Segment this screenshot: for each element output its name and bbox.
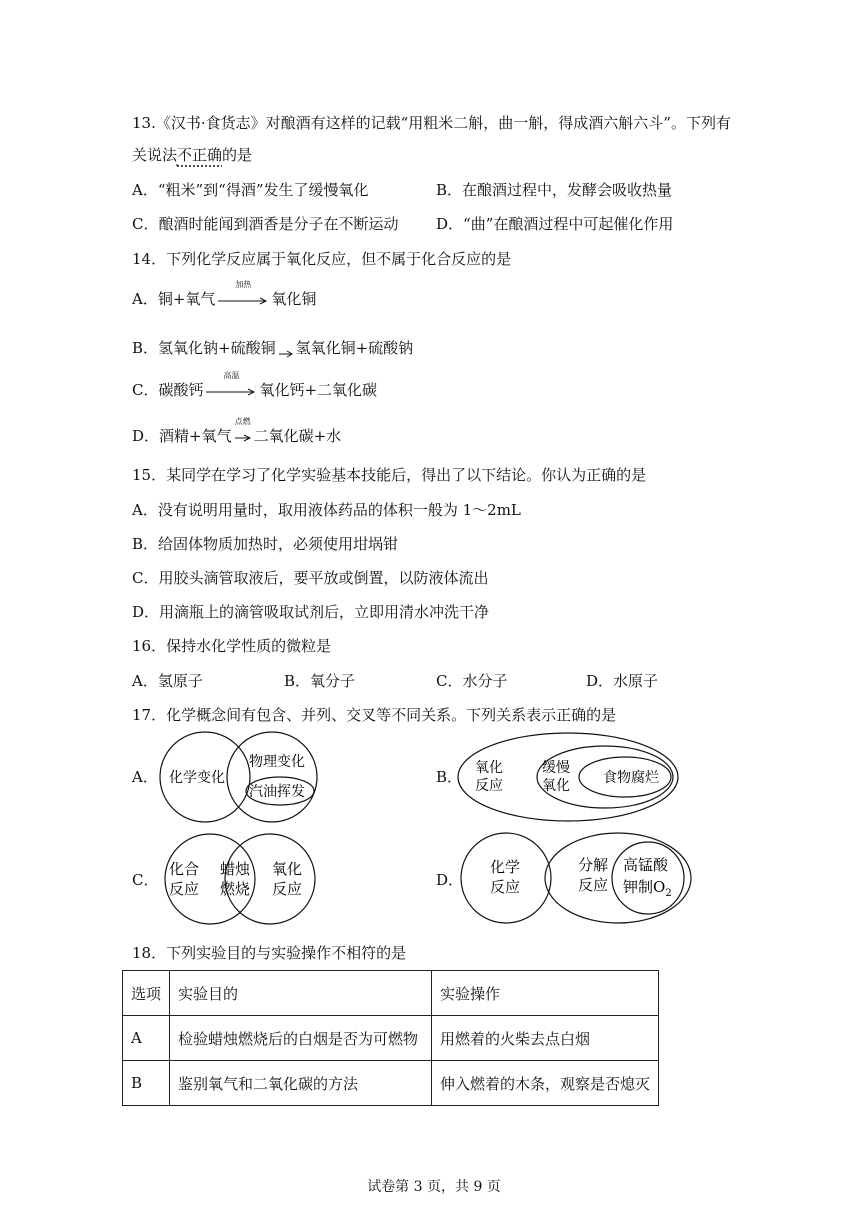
table-header-row: [123, 971, 659, 1016]
diagram-label: 氧化: [542, 778, 570, 794]
q16-option-a[interactable]: A．氢原子: [132, 672, 203, 690]
table-cell: 伸入燃着的木条，观察是否熄灭: [432, 1061, 659, 1106]
q17-option-d-diagram: [458, 830, 698, 928]
q13-option-c[interactable]: C．酿酒时能闻到酒香是分子在不断运动: [132, 215, 399, 233]
reaction-condition: 点燃: [234, 417, 251, 426]
q13-emphasis-text: 不正确: [177, 146, 223, 164]
q14-d-reactants: D．酒精+氧气: [132, 427, 232, 445]
q15-option-d[interactable]: D．用滴瓶上的滴管吸取试剂后，立即用清水冲洗干净: [132, 603, 490, 621]
diagram-label: 化学: [490, 858, 521, 876]
table-cell: B: [123, 1061, 170, 1106]
diagram-label: 食物腐烂: [603, 770, 659, 786]
diagram-label: 反应: [490, 878, 521, 896]
q18-stem: 18．下列实验目的与实验操作不相符的是: [132, 944, 407, 962]
q13-stem-part: 关说法: [132, 146, 178, 164]
diagram-label: 分解: [578, 856, 609, 874]
table-cell: A: [123, 1016, 170, 1061]
reaction-arrow-icon: [234, 417, 252, 447]
q17-stem: 17．化学概念间有包含、并列、交叉等不同关系。下列关系表示正确的是: [132, 706, 617, 724]
diagram-label: 反应: [169, 880, 200, 898]
q13-stem-line2: [132, 145, 252, 165]
q15-option-c[interactable]: C．用胶头滴管取液后，要平放或倒置，以防液体流出: [132, 569, 489, 587]
q15-option-a[interactable]: A．没有说明用量时，取用液体药品的体积一般为 1～2mL: [132, 501, 521, 519]
page-footer: 试卷第 3 页，共 9 页: [367, 1179, 501, 1195]
reaction-arrow-icon: [205, 371, 257, 401]
table-header-cell: 选项: [123, 971, 170, 1016]
q14-a-reactants: A．铜+氧气: [132, 290, 216, 308]
q17-option-a-diagram: [155, 730, 325, 825]
diagram-label-part: 钾制O: [623, 878, 666, 896]
q15-stem: 15．某同学在学习了化学实验基本技能后，得出了以下结论。你认为正确的是: [132, 466, 647, 484]
q14-d-products: 二氧化碳+水: [253, 427, 342, 445]
q13-option-a[interactable]: A．“粗米”到“得酒”发生了缓慢氧化: [132, 181, 369, 199]
q14-option-a[interactable]: [132, 280, 317, 310]
q16-stem: 16．保持水化学性质的微粒是: [132, 637, 332, 655]
diagram-label: [623, 878, 672, 899]
diagram-label: 燃烧: [220, 880, 251, 898]
q13-option-d[interactable]: D．“曲”在酿酒过程中可起催化作用: [436, 215, 674, 233]
q13-stem-part: 的是: [222, 146, 253, 164]
q14-c-products: 氧化钙+二氧化碳: [259, 381, 378, 399]
q14-option-b[interactable]: [132, 335, 413, 363]
q14-b-products: 氢氧化铜+硫酸钠: [295, 339, 414, 357]
q17-option-b-label[interactable]: B．: [436, 768, 463, 786]
q13-option-b[interactable]: B．在酿酒过程中，发酵会吸收热量: [436, 181, 673, 199]
table-row: [123, 1016, 659, 1061]
table-row: [123, 1061, 659, 1106]
q15-option-b[interactable]: B．给固体物质加热时，必须使用坩埚钳: [132, 535, 399, 553]
diagram-label: 高锰酸: [623, 856, 669, 874]
q14-option-c[interactable]: [132, 371, 378, 401]
diagram-label: 反应: [475, 778, 503, 794]
q14-option-d[interactable]: [132, 417, 342, 447]
diagram-label: 氧化: [272, 860, 303, 878]
table-header-cell: 实验目的: [170, 971, 432, 1016]
diagram-label: 蜡烛: [220, 860, 251, 878]
q16-option-d[interactable]: D．水原子: [586, 672, 659, 690]
diagram-label: 物理变化: [249, 754, 305, 770]
reaction-arrow-icon: [278, 343, 294, 363]
q17-option-c-diagram: [155, 832, 325, 927]
q17-option-c-label[interactable]: C．: [132, 871, 159, 889]
reaction-condition: 高温: [223, 371, 240, 380]
q17-option-b-diagram: [455, 730, 685, 825]
q16-option-b[interactable]: B．氧分子: [284, 672, 356, 690]
diagram-label: 反应: [578, 876, 609, 894]
reaction-condition: 加热: [235, 280, 252, 289]
q13-stem-line1: 13.《汉书·食货志》对酿酒有这样的记载“用粗米二斛，曲一斛，得成酒六斛六斗”。下列有: [132, 114, 731, 132]
experiment-table: [122, 970, 659, 1106]
table-cell: 鉴别氧气和二氧化碳的方法: [170, 1061, 432, 1106]
subscript-2: 2: [665, 888, 672, 899]
table-header-cell: 实验操作: [432, 971, 659, 1016]
q14-b-reactants: B．氢氧化钠+硫酸铜: [132, 339, 276, 357]
table-cell: 检验蜡烛燃烧后的白烟是否为可燃物: [170, 1016, 432, 1061]
diagram-label: 化学变化: [169, 770, 225, 786]
q14-c-reactants: C．碳酸钙: [132, 381, 204, 399]
diagram-label: 汽油挥发: [249, 784, 305, 800]
q17-option-d-label[interactable]: D．: [436, 871, 464, 889]
table-cell: 用燃着的火柴去点白烟: [432, 1016, 659, 1061]
diagram-label: 反应: [272, 880, 303, 898]
q17-option-a-label[interactable]: A．: [132, 768, 158, 786]
diagram-label: 缓慢: [542, 760, 570, 776]
reaction-arrow-icon: [217, 280, 269, 310]
diagram-label: 氧化: [475, 760, 503, 776]
q14-a-products: 氧化铜: [271, 290, 317, 308]
q14-stem: 14．下列化学反应属于氧化反应，但不属于化合反应的是: [132, 250, 512, 268]
q16-option-c[interactable]: C．水分子: [436, 672, 508, 690]
diagram-label: 化合: [169, 860, 200, 878]
